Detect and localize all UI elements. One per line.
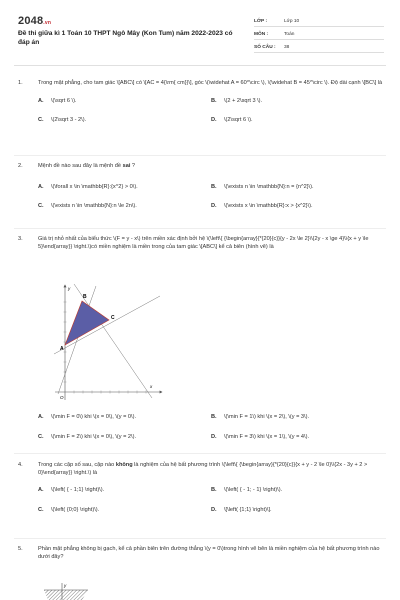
meta-row-count: [254, 40, 384, 53]
question-stem: [38, 462, 383, 477]
option-text: \(\min F = 3\) khi \(x = 1\), \(y = 4\).: [224, 433, 310, 440]
option-b[interactable]: [211, 98, 361, 106]
meta-label: MÔN :: [254, 31, 269, 37]
option-text: \(\sqrt 6 \).: [51, 97, 77, 104]
header-divider: [14, 65, 386, 66]
question-3: [18, 236, 383, 251]
question-number: 4.: [18, 462, 23, 468]
option-letter: B.: [211, 487, 217, 494]
feasible-region-triangle: [65, 301, 109, 345]
line-y-2x-2: [58, 286, 96, 394]
question-number: 2.: [18, 163, 23, 169]
point-label-b: B: [83, 294, 87, 300]
option-c[interactable]: [38, 117, 211, 125]
site-logo[interactable]: [18, 14, 51, 29]
option-text: \(\min F = 2\) khi \(x = 0\), \(y = 2\).: [51, 433, 137, 440]
axis-ticks: [64, 302, 147, 394]
question-stem: Phần mặt phẳng không bị gạch, kể cả phần biên trên đường thẳng \(y = 0\)trong hình vẽ bên là miền nghiệm của hệ bất phương trình nào dưới đây?: [38, 546, 380, 560]
option-d[interactable]: [211, 203, 361, 211]
option-letter: A.: [38, 414, 44, 420]
q3-figure: [50, 282, 170, 402]
question-number: 3.: [18, 236, 23, 242]
option-a[interactable]: [38, 487, 211, 495]
stem-text: Trong các cặp số sau, cặp nào: [38, 462, 116, 468]
meta-value: Lớp 10: [284, 18, 300, 24]
option-c[interactable]: [38, 507, 211, 515]
option-letter: A.: [38, 97, 44, 104]
option-letter: B.: [211, 97, 217, 104]
option-text: \(\left( { - 1;1} \right)\).: [51, 487, 105, 494]
option-a[interactable]: [38, 184, 211, 192]
point-label-c: C: [111, 315, 115, 321]
meta-value: Toán: [284, 31, 295, 37]
option-text: \(\exists n \in \mathbb{N}:n \le 2n\).: [51, 203, 137, 210]
option-letter: A.: [38, 487, 44, 494]
option-text: \(2 + 2\sqrt 3 \).: [224, 97, 263, 104]
question-number: 5.: [18, 546, 23, 552]
option-b[interactable]: [211, 184, 361, 192]
option-d[interactable]: [211, 434, 361, 442]
question-divider: [14, 453, 386, 454]
question-5: [18, 546, 383, 561]
option-text: \(\exists n \in \mathbb{N}:n = {n^2}\).: [224, 183, 314, 190]
option-d[interactable]: [211, 117, 361, 125]
option-text: \(\left( { - 1; - 1} \right)\).: [224, 487, 283, 494]
question-4: [18, 462, 383, 514]
question-stem: Trong mặt phẳng, cho tam giác \[ABC\] có \[AC = 4{\rm{ cm}}\], góc \(\widehat A = 60^\circ \), \(\widehat B = 45^\circ \). Độ dài cạnh \[BC\] là: [38, 80, 383, 86]
option-letter: B.: [211, 414, 217, 420]
axis-label-x: x: [150, 384, 153, 389]
option-text: \(\exists x \in \mathbb{R}:x > {x^2}\).: [224, 203, 313, 210]
option-letter: D.: [211, 117, 217, 124]
stem-text: Mệnh đề nào sau đây là mệnh đề: [38, 163, 123, 169]
option-c[interactable]: [38, 434, 211, 442]
question-1: [18, 80, 383, 125]
option-text: \(\min F = 1\) khi \(x = 2\), \(y = 3\).: [224, 414, 310, 420]
option-text: \(\left( {0;0} \right)\).: [51, 506, 100, 513]
option-text: \(\min F = 0\) khi \(x = 0\), \(y = 0\).: [51, 414, 137, 420]
question-number: 1.: [18, 80, 23, 86]
option-letter: A.: [38, 183, 44, 190]
option-letter: C.: [38, 117, 44, 124]
line-x-y-5: [74, 284, 152, 398]
option-text: \(2\sqrt 6 \).: [224, 117, 253, 124]
option-text: \[\left( {1;1} \right)\].: [224, 506, 272, 513]
origin-label: O: [60, 395, 64, 400]
option-b[interactable]: [211, 487, 361, 495]
question-3-options: [18, 414, 383, 441]
option-text: \(\forall x \in \mathbb{R}:{x^2} > 0\).: [51, 183, 138, 190]
stem-emphasis: không: [115, 462, 133, 468]
option-d[interactable]: [211, 507, 361, 515]
exam-meta: [254, 14, 384, 53]
option-c[interactable]: [38, 203, 211, 211]
stem-text: là nghiệm của hệ bất phương trình \(\left\{ {\begin{array}{*{20}{c}}{x + y - 2 \le 0}\\{2x - 3y + 2 > 0}\end{array}} \right.\) là: [38, 462, 368, 476]
question-stem: Giá trị nhỏ nhất của biểu thức \(F = y - x\) trên miền xác định bởi hệ \(\left\{ {\begin{array}{*{20}{c}}{y - 2x \le 2}\\{2y - x \ge 4}\\{x + y \le 5}\end{array}} \right.\)có miền nghiệm là miền trong của tam giác \[ABC\] kể cả biên (hình vẽ) là: [38, 236, 369, 250]
option-text: \(2\sqrt 3 - 2\).: [51, 117, 87, 124]
option-letter: C.: [38, 433, 44, 440]
option-a[interactable]: [38, 98, 211, 106]
option-letter: C.: [38, 203, 44, 210]
meta-row-class: [254, 14, 384, 27]
hatched-region: [44, 590, 88, 600]
question-2: [18, 163, 383, 211]
option-letter: D.: [211, 203, 217, 210]
option-letter: B.: [211, 183, 217, 190]
question-stem: [38, 163, 383, 171]
question-divider: [14, 228, 386, 229]
option-letter: D.: [211, 506, 217, 513]
logo-text: 2048: [18, 15, 44, 27]
question-divider: [14, 538, 386, 539]
page-title: Đề thi giữa kì 1 Toán 10 THPT Ngô Mây (Kon Tum) năm 2022-2023 có đáp án: [18, 30, 233, 47]
question-divider: [14, 155, 386, 156]
meta-value: 38: [284, 44, 290, 50]
meta-label: LỚP :: [254, 18, 268, 24]
q5-figure: [42, 582, 102, 600]
logo-suffix: .vn: [43, 20, 52, 26]
meta-row-subject: [254, 27, 384, 40]
meta-label: SỐ CÂU :: [254, 44, 276, 50]
option-b[interactable]: [211, 414, 361, 422]
axis-label-y: y: [68, 286, 71, 291]
stem-emphasis: sai: [122, 163, 131, 169]
stem-text: ?: [130, 163, 136, 169]
option-a[interactable]: [38, 414, 211, 422]
option-letter: C.: [38, 506, 44, 513]
option-letter: D.: [211, 433, 217, 440]
line-2y-x-4: [54, 296, 160, 354]
point-label-a: A: [60, 346, 64, 352]
axis-label-y: y: [64, 583, 67, 588]
